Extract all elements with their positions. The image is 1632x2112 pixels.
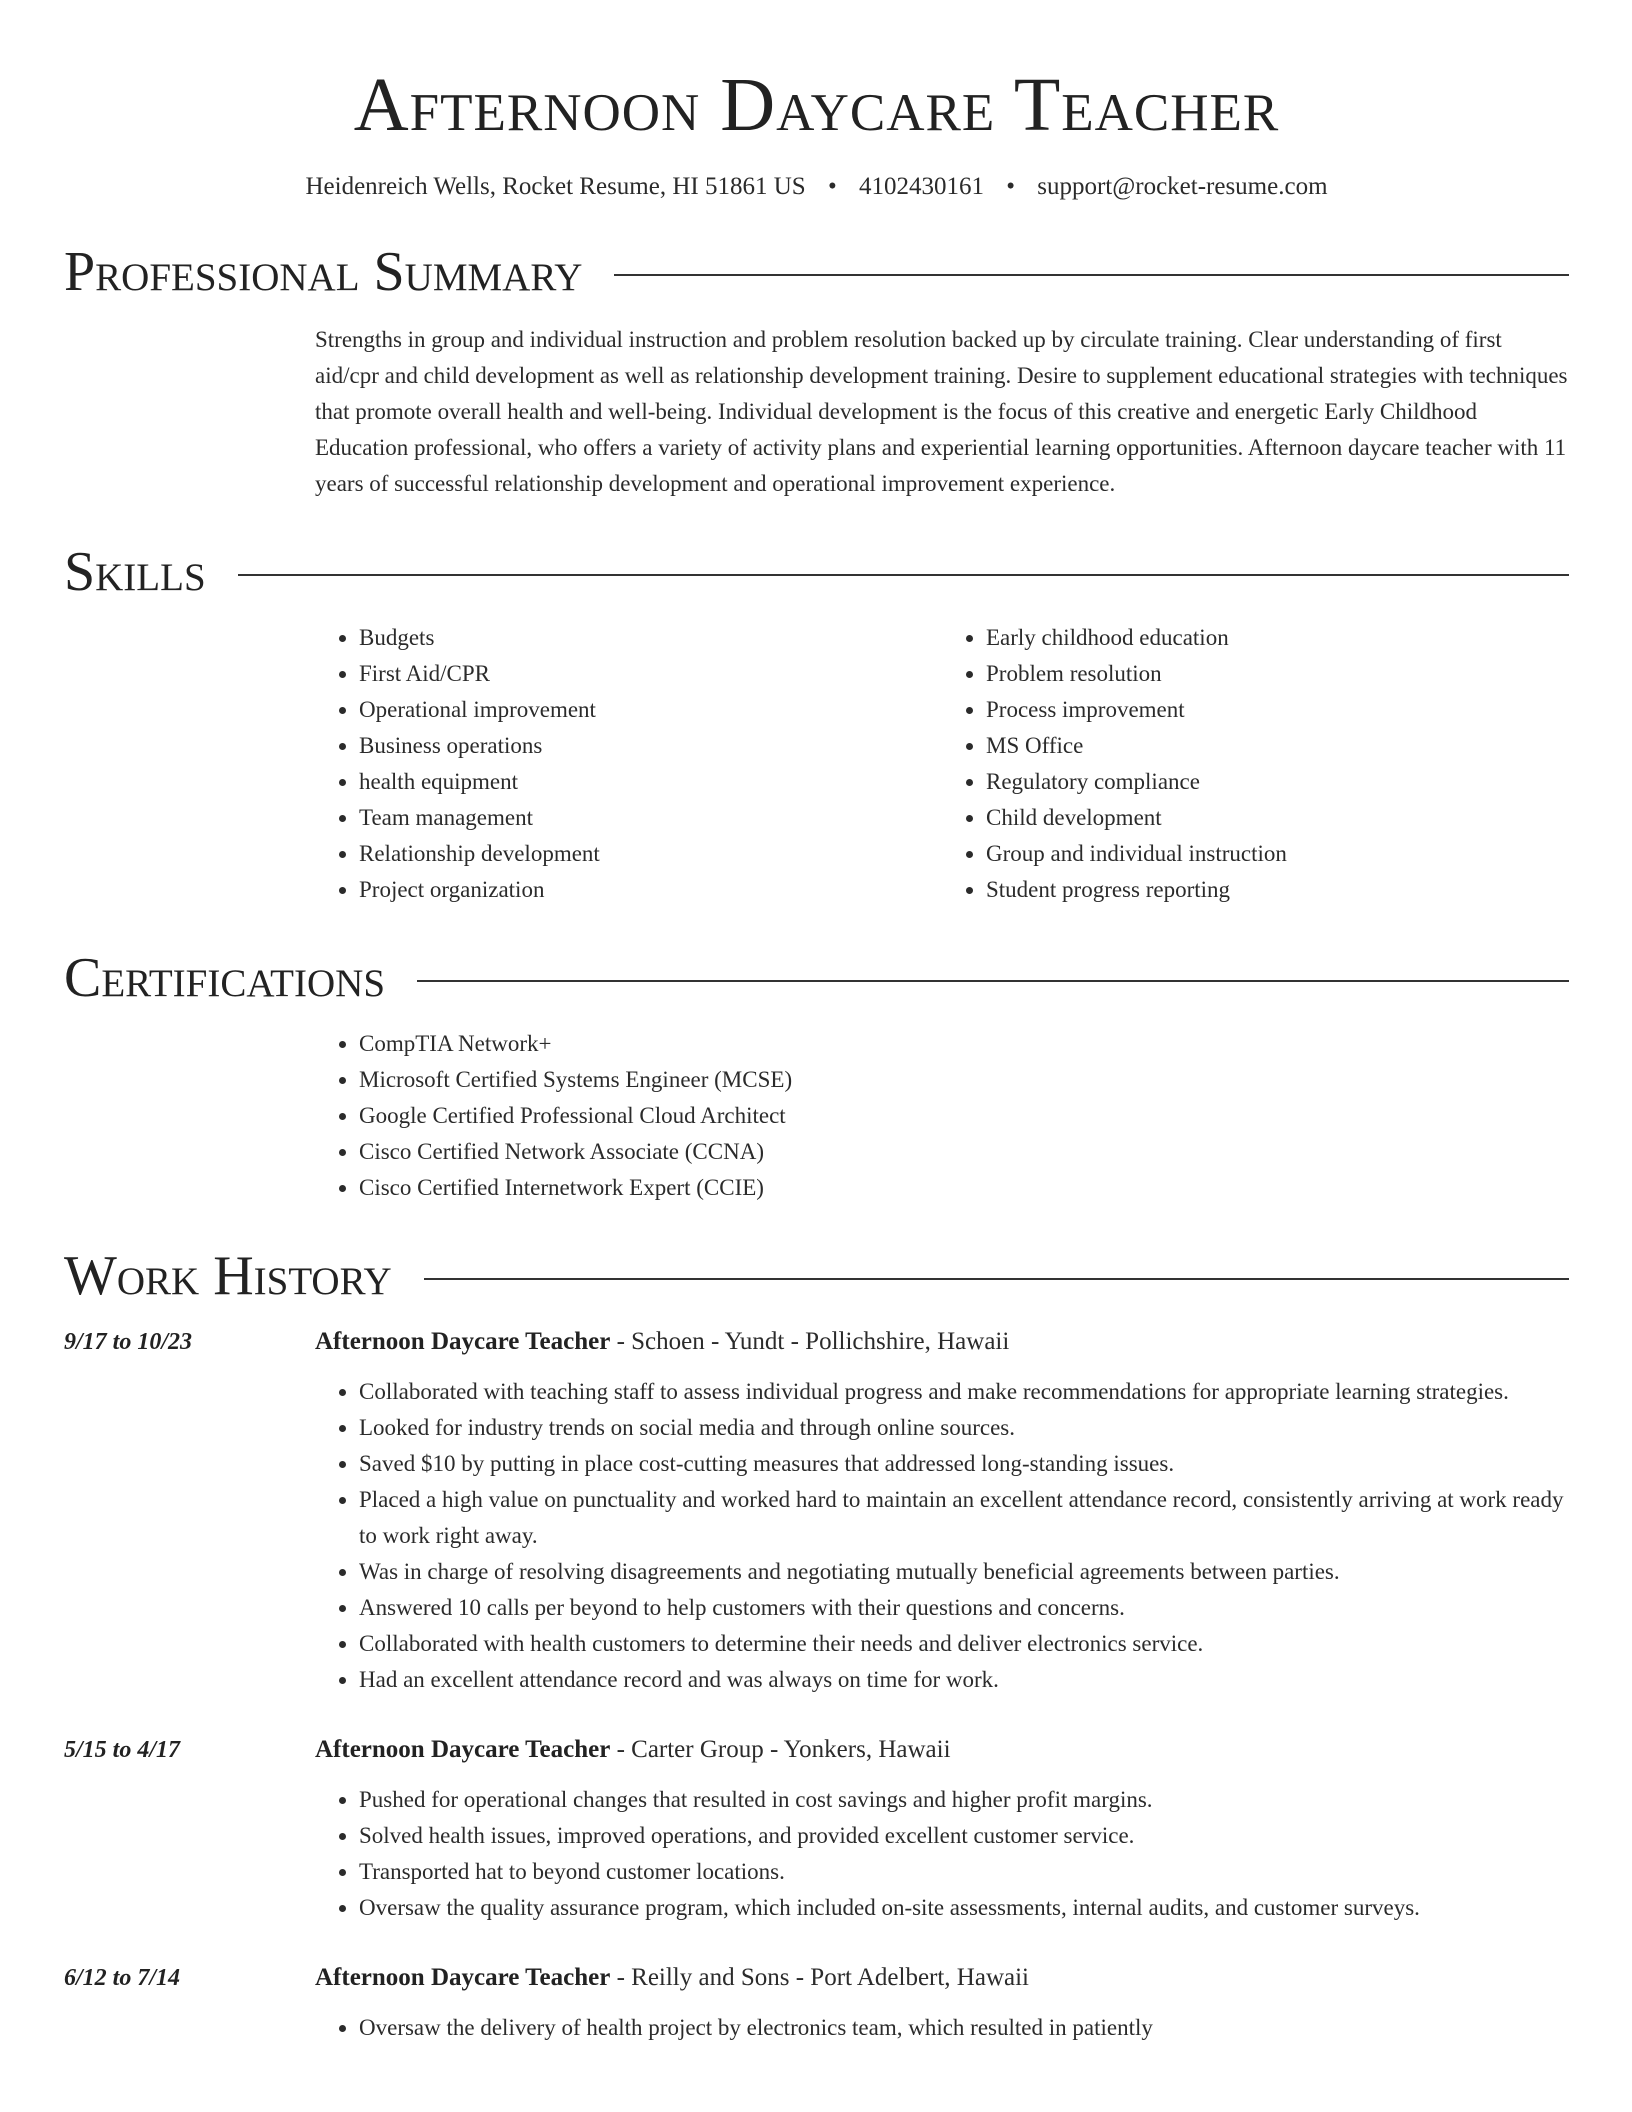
summary-text: Strengths in group and individual instruction and problem resolution backed up by circulate training. Clear understanding of first aid/cpr and child development as well as relationship development training. Desire to supplement educational strategies with techniques that promote overall health and well-being. Individual development is the focus of this creative and energetic Early Childhood Education professional, who offers a variety of activity plans and experiential learning opportunities. Afternoon daycare teacher with 11 years of successful relationship development and operational improvement experience. [315, 327, 1568, 496]
skill-item: • Operational improvement [359, 692, 942, 728]
resume-page [64, 0, 1569, 2046]
job-employer-location: - Carter Group - Yonkers, Hawaii [610, 1736, 951, 1763]
section-title-certifications: Certifications [64, 947, 386, 1009]
section-divider [614, 274, 1569, 276]
job-bullet: • Collaborated with teaching staff to assess individual progress and make recommendations for appropriate learning strategies. [359, 1374, 1569, 1410]
job-dates: 9/17 to 10/23 [64, 1329, 193, 1355]
candidate-name: Afternoon Daycare Teacher [353, 63, 1280, 147]
job-role: Afternoon Daycare Teacher [315, 1328, 611, 1355]
job-bullet: • Transported hat to beyond customer locations. [359, 1854, 1569, 1890]
job-bullet: • Saved $10 by putting in place cost-cutting measures that addressed long-standing issues. [359, 1446, 1569, 1482]
job-heading [315, 1732, 1569, 1768]
job-bullet: • Collaborated with health customers to determine their needs and deliver electronics service. [359, 1626, 1569, 1662]
section-title-work-history: Work History [64, 1245, 392, 1307]
job-entry [64, 1732, 1569, 1926]
job-role: Afternoon Daycare Teacher [315, 1736, 611, 1763]
skill-item: • Child development [986, 800, 1569, 836]
job-bullet: • Pushed for operational changes that resulted in cost savings and higher profit margins. [359, 1782, 1569, 1818]
certifications-list [315, 1026, 1569, 1206]
certifications-items [315, 1026, 1569, 1206]
contact-email: support@rocket-resume.com [1037, 173, 1328, 200]
skill-item: • Project organization [359, 872, 942, 908]
job-dates: 6/12 to 7/14 [64, 1965, 181, 1991]
section-divider [424, 1278, 1569, 1280]
skill-item: • Relationship development [359, 836, 942, 872]
job-body [315, 1732, 1569, 1926]
job-bullet: • Looked for industry trends on social media and through online sources. [359, 1410, 1569, 1446]
job-bullet: • Had an excellent attendance record and was always on time for work. [359, 1662, 1569, 1698]
skills-section-header [64, 540, 1569, 604]
section-title-summary: Professional Summary [64, 241, 583, 303]
skills-list [315, 620, 1569, 908]
job-bullets [315, 1374, 1569, 1698]
job-bullets [315, 1782, 1569, 1926]
contact-line [64, 172, 1569, 202]
skills-column-left [315, 620, 942, 908]
contact-phone: 4102430161 [858, 173, 984, 200]
certification-item: • Cisco Certified Network Associate (CCNA) [359, 1134, 1569, 1170]
job-body [315, 1324, 1569, 1698]
job-heading [315, 1960, 1569, 1996]
job-entry [64, 1960, 1569, 2046]
skill-item: • Team management [359, 800, 942, 836]
summary-section-header [64, 240, 1569, 304]
job-bullet: • Placed a high value on punctuality and worked hard to maintain an excellent attendance record, consistently arriving at work ready to work right away. [359, 1482, 1569, 1554]
skill-item: • Group and individual instruction [986, 836, 1569, 872]
job-role: Afternoon Daycare Teacher [315, 1964, 611, 1991]
certification-item: • CompTIA Network+ [359, 1026, 1569, 1062]
skill-item: • Problem resolution [986, 656, 1569, 692]
skill-item: • health equipment [359, 764, 942, 800]
section-title-skills: Skills [64, 541, 206, 603]
skill-item: • First Aid/CPR [359, 656, 942, 692]
certification-item: • Cisco Certified Internetwork Expert (CCIE) [359, 1170, 1569, 1206]
contact-separator: • [1006, 173, 1015, 200]
job-employer-location: - Reilly and Sons - Port Adelbert, Hawaii [610, 1964, 1030, 1991]
section-divider [417, 980, 1569, 982]
job-entry [64, 1324, 1569, 1698]
contact-separator: • [827, 173, 837, 200]
certifications-section-header [64, 946, 1569, 1010]
job-bullet: • Oversaw the quality assurance program, which included on-site assessments, internal audits, and customer surveys. [359, 1890, 1569, 1926]
skill-item: • Process improvement [986, 692, 1569, 728]
skill-item: • Early childhood education [986, 620, 1569, 656]
certification-item: • Microsoft Certified Systems Engineer (MCSE) [359, 1062, 1569, 1098]
skill-item: • Student progress reporting [986, 872, 1569, 908]
job-bullets [315, 2010, 1569, 2046]
contact-address: Heidenreich Wells, Rocket Resume, HI 51861 US [305, 173, 806, 200]
job-bullet: • Solved health issues, improved operations, and provided excellent customer service. [359, 1818, 1569, 1854]
job-body [315, 1960, 1569, 2046]
job-bullet: • Was in charge of resolving disagreements and negotiating mutually beneficial agreements between parties. [359, 1554, 1569, 1590]
job-bullet: • Oversaw the delivery of health project by electronics team, which resulted in patiently [359, 2010, 1569, 2046]
skill-item: • Business operations [359, 728, 942, 764]
job-dates: 5/15 to 4/17 [64, 1737, 181, 1763]
job-bullet: • Answered 10 calls per beyond to help customers with their questions and concerns. [359, 1590, 1569, 1626]
skill-item: • Budgets [359, 620, 942, 656]
skill-item: • MS Office [986, 728, 1569, 764]
job-employer-location: - Schoen - Yundt - Pollichshire, Hawaii [610, 1328, 1010, 1355]
skill-item: • Regulatory compliance [986, 764, 1569, 800]
certification-item: • Google Certified Professional Cloud Architect [359, 1098, 1569, 1134]
job-heading [315, 1324, 1569, 1360]
work-history-section-header [64, 1244, 1569, 1308]
section-divider [238, 574, 1569, 576]
skills-column-right [942, 620, 1569, 908]
